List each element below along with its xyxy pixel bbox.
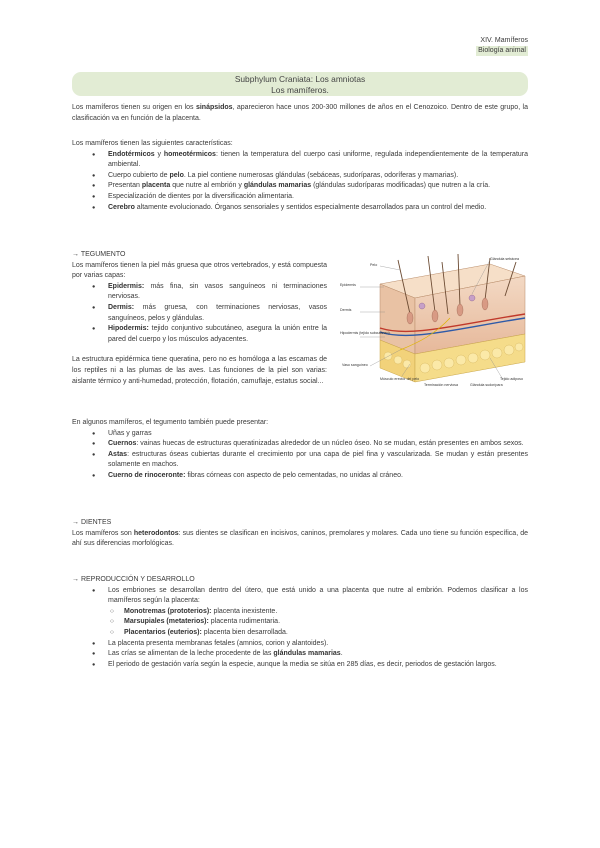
skin-diagram bbox=[340, 254, 530, 390]
features-list bbox=[72, 150, 528, 214]
label-sudoripara: Glándula sudorípara bbox=[470, 383, 503, 387]
label-nervio: Terminación nerviosa bbox=[424, 383, 458, 387]
dientes-bold: heterodontos bbox=[133, 529, 179, 537]
dientes-section bbox=[72, 518, 528, 550]
reproduccion-section bbox=[72, 575, 528, 670]
intro-text-2: , aparecieron hace unos 200-300 millones de años en el Cenozoico. Dentro de este grupo, la clasificación va en función de la placenta. bbox=[72, 104, 529, 122]
skin-layers-list bbox=[72, 282, 327, 346]
page-header bbox=[476, 36, 528, 56]
label-dermis: Dermis bbox=[340, 308, 352, 312]
list-item: ○ Placentarios (euterios): placenta bien desarrollada. bbox=[124, 628, 528, 639]
label-vaso: Vaso sanguíneo bbox=[342, 363, 368, 367]
list-item: ● Presentan placenta que nutre al embrión y glándulas mamarias (glándulas sudoríparas modificadas) que nutren a la cría. bbox=[108, 181, 528, 192]
label-top-right: Glándula sebácea bbox=[490, 257, 519, 261]
list-item: ○ Marsupiales (metaterios): placenta rudimentaria. bbox=[124, 617, 528, 628]
list-item: ● Uñas y garras bbox=[108, 429, 528, 440]
list-item: ● Astas: estructuras óseas cubiertas durante el crecimiento por una capa de piel fina y vascularizada. Se mudan y están presentes solamente en machos. bbox=[108, 450, 528, 471]
present-heading: En algunos mamíferos, el tegumento también puede presentar: bbox=[72, 419, 269, 426]
tegumento-intro: Los mamíferos tienen la piel más gruesa que otros vertebrados, y está compuesta por varias capas: bbox=[72, 261, 327, 280]
list-item: ● Cuerpo cubierto de pelo. La piel contiene numerosas glándulas (sebáceas, sudoríparas, odoríferas y mamarias). bbox=[108, 171, 528, 182]
label-pelo: Pelo bbox=[370, 263, 378, 267]
list-item: ● La placenta presenta membranas fetales (amnios, corion y alantoides). bbox=[108, 639, 528, 650]
title-line2: Los mamíferos. bbox=[271, 85, 329, 95]
list-item: ● Cuerno de rinoceronte: fibras córneas con aspecto de pelo cementadas, no unidas al cráneo. bbox=[108, 471, 528, 482]
tegumento-section bbox=[72, 250, 327, 387]
present-list bbox=[72, 429, 528, 482]
list-item: ● Especialización de dientes por la diversificación alimentaria. bbox=[108, 192, 528, 203]
tegumento-paragraph: La estructura epidérmica tiene queratina, pero no es homóloga a las escamas de los reptiles ni a las plumas de las aves. Las funciones de la piel son varias: aislante térmico y anti-humedad, protección, flotación, camuflaje, estatus social... bbox=[72, 356, 327, 385]
dientes-heading: → DIENTES bbox=[72, 519, 112, 526]
list-item: ● Los embriones se desarrollan dentro del útero, que está unido a una placenta que nutre al embrión. Podemos clasificar a los mamíferos según la placenta: ○ Monotremas (prototerios): placenta inexistente. ○ Marsupiales (metaterios): placenta rudimentaria. ○ Placentarios (euterios): placenta bien desarrollada. bbox=[108, 586, 528, 639]
label-musculo: Músculo erector del pelo bbox=[380, 377, 420, 381]
tegumento-extra-section bbox=[72, 418, 528, 482]
features-heading: Los mamíferos tienen las siguientes características: bbox=[72, 140, 233, 147]
reproduccion-heading: → REPRODUCCIÓN Y DESARROLLO bbox=[72, 576, 195, 583]
intro-text: Los mamíferos tienen su origen en los bbox=[72, 104, 196, 111]
list-item: ● Epidermis: más fina, sin vasos sanguíneos ni terminaciones nerviosas. bbox=[108, 282, 327, 303]
intro-paragraph bbox=[72, 103, 528, 124]
list-item: ○ Monotremas (prototerios): placenta inexistente. bbox=[124, 607, 528, 618]
dientes-text: Los mamíferos son bbox=[72, 529, 134, 537]
list-item: ● Hipodermis: tejido conjuntivo subcutáneo, asegura la unión entre la pared del cuerpo y los músculos adyacentes. bbox=[108, 324, 327, 345]
intro-bold: sinápsidos bbox=[195, 104, 233, 111]
list-item: ● Cuernos: vainas huecas de estructuras queratinizadas alrededor de un núcleo óseo. No se mudan, están presentes en ambos sexos. bbox=[108, 439, 528, 450]
list-item: ● El periodo de gestación varía según la especie, aunque la media se sitúa en 285 días, es decir, periodos de gestación largos. bbox=[108, 660, 528, 671]
list-item: ● Cerebro altamente evolucionado. Órganos sensoriales y sentidos especialmente desarrollados para un control del medio. bbox=[108, 203, 528, 214]
label-hipodermis: Hipodermis (tejido subcutáneo) bbox=[340, 331, 390, 335]
list-item: ● Las crías se alimentan de la leche procedente de las glándulas mamarias. bbox=[108, 649, 528, 660]
tegumento-heading: → TEGUMENTO bbox=[72, 251, 126, 258]
title-box bbox=[72, 72, 528, 96]
title-line1: Subphylum Craniata: Los amniotas bbox=[234, 74, 366, 84]
features-section bbox=[72, 139, 528, 213]
header-chapter: XIV. Mamíferos bbox=[480, 37, 528, 44]
header-subject: Biología animal bbox=[478, 47, 526, 54]
reproduccion-list bbox=[72, 586, 528, 671]
label-grasa: Tejido adiposo bbox=[500, 377, 523, 381]
list-item: ● Dermis: más gruesa, con terminaciones nerviosas, vasos sanguíneos, pelos y glándulas. bbox=[108, 303, 327, 324]
dientes-text-2: : sus dientes se clasifican en incisivos, caninos, premolares y molares. Cada uno tiene su función específica, de ahí sus diferencias morfológicas. bbox=[72, 529, 529, 548]
list-item: ● Endotérmicos y homeotérmicos: tienen la temperatura del cuerpo casi uniforme, regulada independientemente de la temperatura ambiental. bbox=[108, 150, 528, 171]
placenta-sublist bbox=[108, 607, 528, 639]
label-epidermis: Epidermis bbox=[340, 283, 356, 287]
